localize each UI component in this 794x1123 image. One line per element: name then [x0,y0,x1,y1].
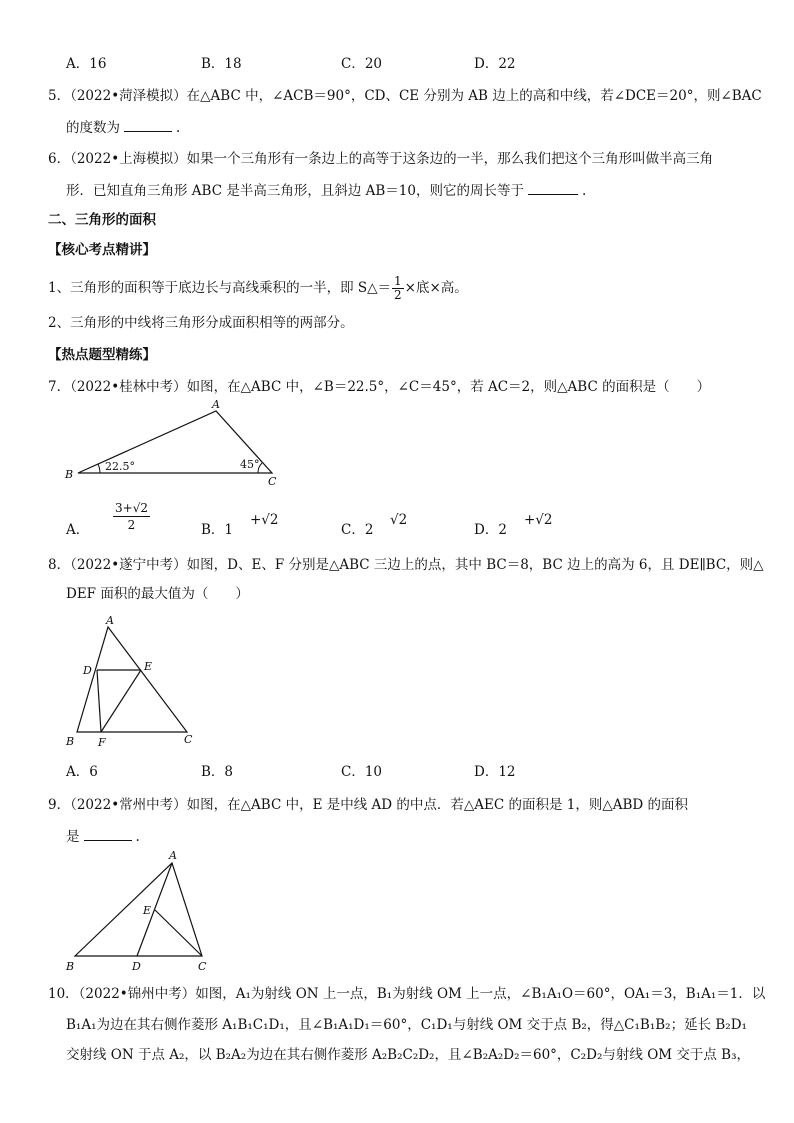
fraction-numerator: 1 [394,274,402,288]
q7-option-a-numerator: 3+√2 [115,501,148,515]
q4-option-d: D．22 [474,56,516,72]
point1-end: ×底×高。 [404,280,468,296]
q8-option-d: D．12 [474,764,516,780]
q5-line2-text: 的度数为 [66,120,120,136]
q9-label-c: C [198,960,207,973]
q7-option-a-fraction [113,500,150,533]
q6-line2 [66,180,586,201]
section-title: 二、三角形的面积 [48,212,156,228]
q9-line2-end: . [135,829,140,845]
q8-label-e: E [144,660,153,673]
q7-option-d: D．2 [474,522,507,538]
q8-label-a: A [106,614,114,627]
q7-option-b: B．1 [201,522,234,538]
q4-option-a: A．16 [66,56,107,72]
q6-line2-end: . [581,183,587,199]
q7-angle-c-value: 45° [240,458,260,471]
q10-line3: 交射线 ON 于点 A₂，以 B₂A₂为边在其右侧作菱形 A₂B₂C₂D₂，且∠B₂A₂D₂＝60°，C₂D₂与射线 OM 交于点 B₃， [66,1047,751,1063]
point2: 2、三角形的中线将三角形分成面积相等的两部分。 [48,315,354,331]
practice-header: 【热点题型精练】 [48,347,156,363]
q6-line1: 6．（2022•上海模拟）如果一个三角形有一条边上的高等于这条边的一半，那么我们把这个三角形叫做半高三角 [48,151,714,167]
q9-triangle [75,863,202,956]
q9-line2 [66,826,140,847]
q9-label-e: E [143,904,152,917]
q8-option-b: B．8 [201,764,234,780]
point1 [48,275,468,302]
fraction-denominator: 2 [394,288,402,302]
q7-option-c: C．2 [341,522,374,538]
q5-answer-blank[interactable] [124,117,172,132]
q10-line1: 10．（2022•锦州中考）如图，A₁为射线 ON 上一点，B₁为射线 OM 上一点，∠B₁A₁O＝60°，OA₁＝3，B₁A₁＝1．以 [48,986,766,1002]
q8-figure [60,614,200,750]
q7-label-a: A [212,398,220,411]
q8-segment-ef [101,670,141,732]
q5-line1: 5．（2022•菏泽模拟）在△ABC 中，∠ACB＝90°，CD、CE 分别为 AB 边上的高和中线，若∠DCE＝20°，则∠BAC [48,88,762,104]
q8-option-a: A．6 [66,764,98,780]
q9-line1: 9．（2022•常州中考）如图，在△ABC 中，E 是中线 AD 的中点．若△AEC 的面积是 1，则△ABD 的面积 [48,797,689,813]
q8-triangle [77,627,187,732]
q9-label-d: D [132,960,141,973]
q9-label-a: A [169,849,177,862]
q8-label-c: C [184,733,193,746]
q7-option-c-radical: √2 [390,512,408,528]
q7-option-a-label: A． [66,522,90,538]
q7-label-b: B [65,468,74,481]
q8-line1: 8．（2022•遂宁中考）如图，D、E、F 分别是△ABC 三边上的点，其中 BC＝8，BC 边上的高为 6，且 DE∥BC，则△ [48,557,764,573]
q8-label-d: D [83,664,92,677]
q7-text: 7．（2022•桂林中考）如图，在△ABC 中，∠B＝22.5°，∠C＝45°，若 AC＝2，则△ABC 的面积是（ ） [48,379,711,395]
q6-line2-text: 形．已知直角三角形 ABC 是半高三角形，且斜边 AB＝10，则它的周长等于 [66,183,524,199]
q10-line2: B₁A₁为边在其右侧作菱形 A₁B₁C₁D₁，且∠B₁A₁D₁＝60°，C₁D₁与射线 OM 交于点 B₂，得△C₁B₁B₂；延长 B₂D₁ [66,1017,747,1033]
q9-label-b: B [66,960,75,973]
q8-line2: DEF 面积的最大值为（ ） [66,586,249,602]
q7-option-b-radical: +√2 [250,512,279,528]
q6-answer-blank[interactable] [528,180,578,195]
q7-label-c: C [268,475,277,488]
q8-option-c: C．10 [341,764,383,780]
q4-option-b: B．18 [201,56,242,72]
q8-label-b: B [66,735,75,748]
q7-option-a-denominator: 2 [127,518,136,532]
q9-line2-text: 是 [66,829,80,845]
q4-option-c: C．20 [341,56,383,72]
q7-angle-b-value: 22.5° [105,460,135,473]
q7-option-d-radical: +√2 [524,512,553,528]
q9-figure [60,846,225,974]
q8-label-f: F [98,736,106,749]
q9-answer-blank[interactable] [84,826,132,841]
q8-segment-df [97,670,101,732]
q7-angle-b-arc [98,464,100,473]
half-fraction [392,275,404,302]
q5-line2-end: . [176,120,181,136]
q7-figure [60,398,290,490]
core-points-header: 【核心考点精讲】 [48,242,156,258]
point1-text: 1、三角形的面积等于底边长与高线乘积的一半，即 S△＝ [48,280,392,296]
q5-line2 [66,117,180,138]
